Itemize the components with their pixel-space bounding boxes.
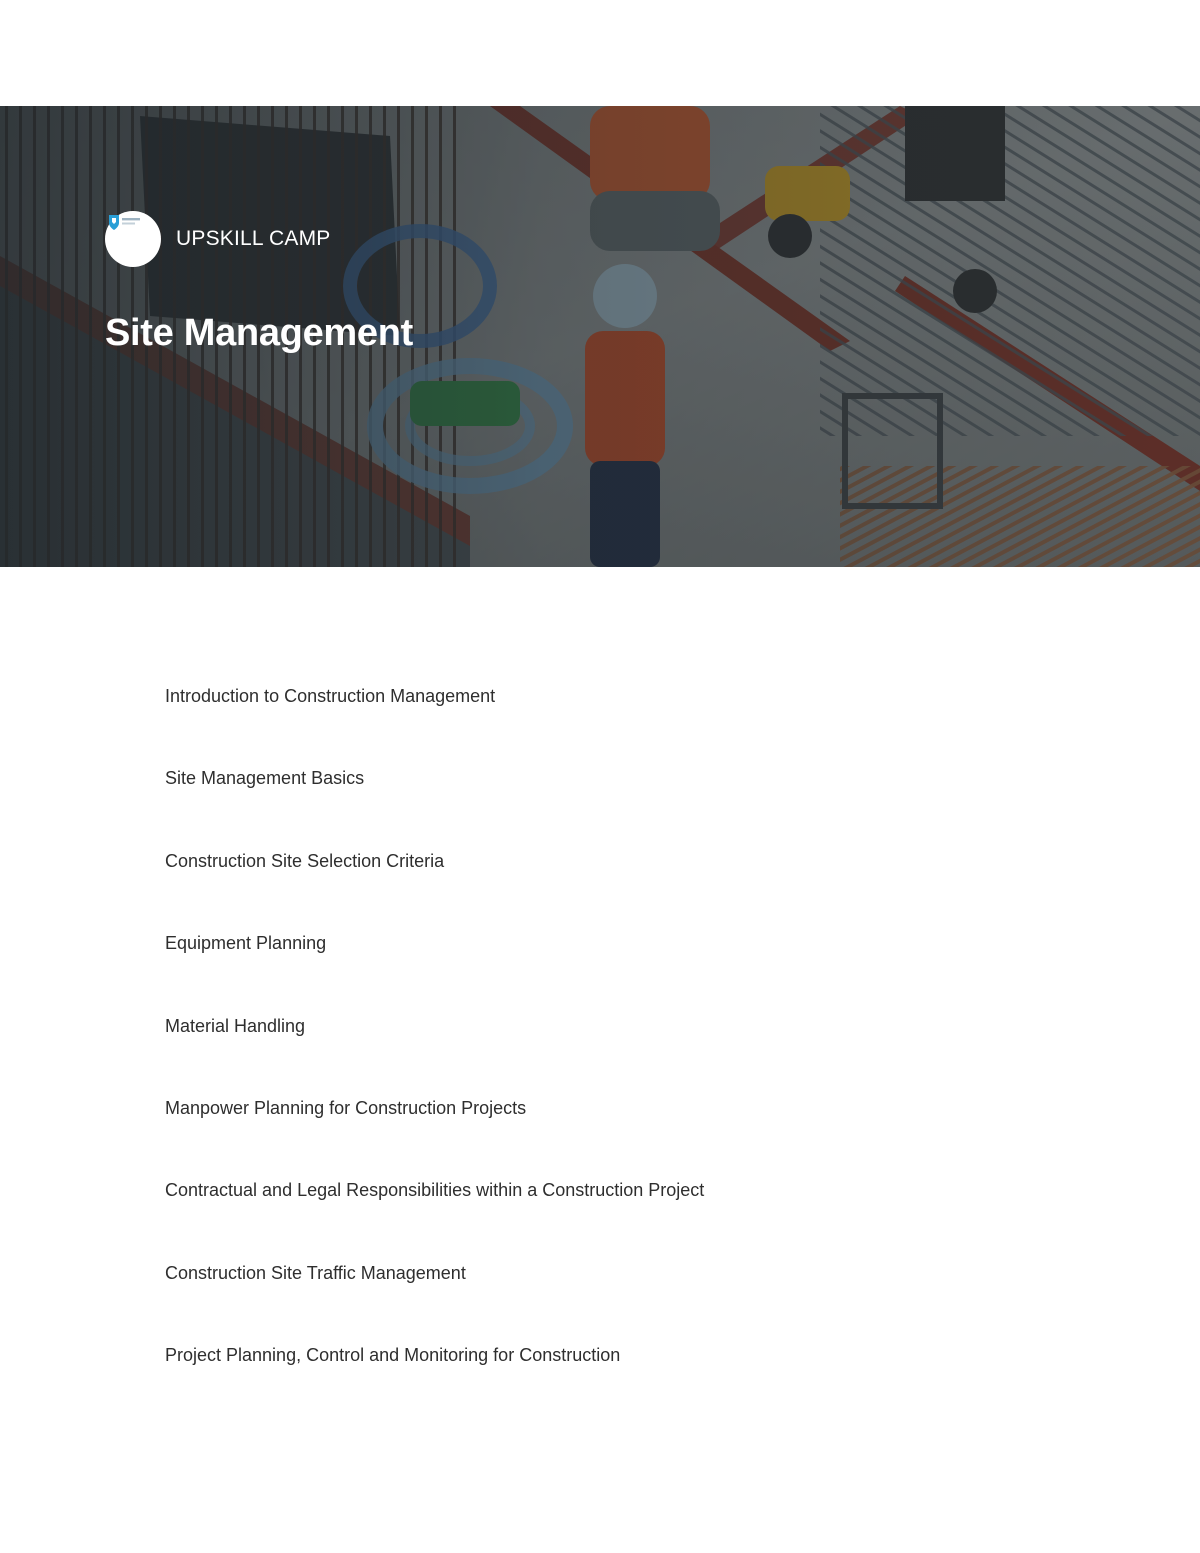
brand: [105, 211, 331, 267]
toc-item: Construction Site Traffic Management: [165, 1262, 466, 1283]
toc-item: Contractual and Legal Responsibilities within a Construction Project: [165, 1180, 705, 1201]
brand-name: UPSKILL CAMP: [176, 227, 331, 250]
toc-item: Site Management Basics: [165, 768, 365, 789]
page-title: Site Management: [105, 312, 414, 354]
table-of-contents: [165, 681, 704, 1423]
toc-item: Introduction to Construction Management: [165, 686, 496, 706]
toc-item: Manpower Planning for Construction Projects: [165, 1097, 527, 1118]
shield-logo-icon: [105, 211, 161, 267]
hero-banner: [0, 106, 1200, 567]
toc-item: Material Handling: [165, 1015, 306, 1036]
toc-item: Equipment Planning: [165, 933, 327, 954]
toc-item: Construction Site Selection Criteria: [165, 850, 445, 871]
toc-item: Project Planning, Control and Monitoring for Construction: [165, 1345, 621, 1366]
